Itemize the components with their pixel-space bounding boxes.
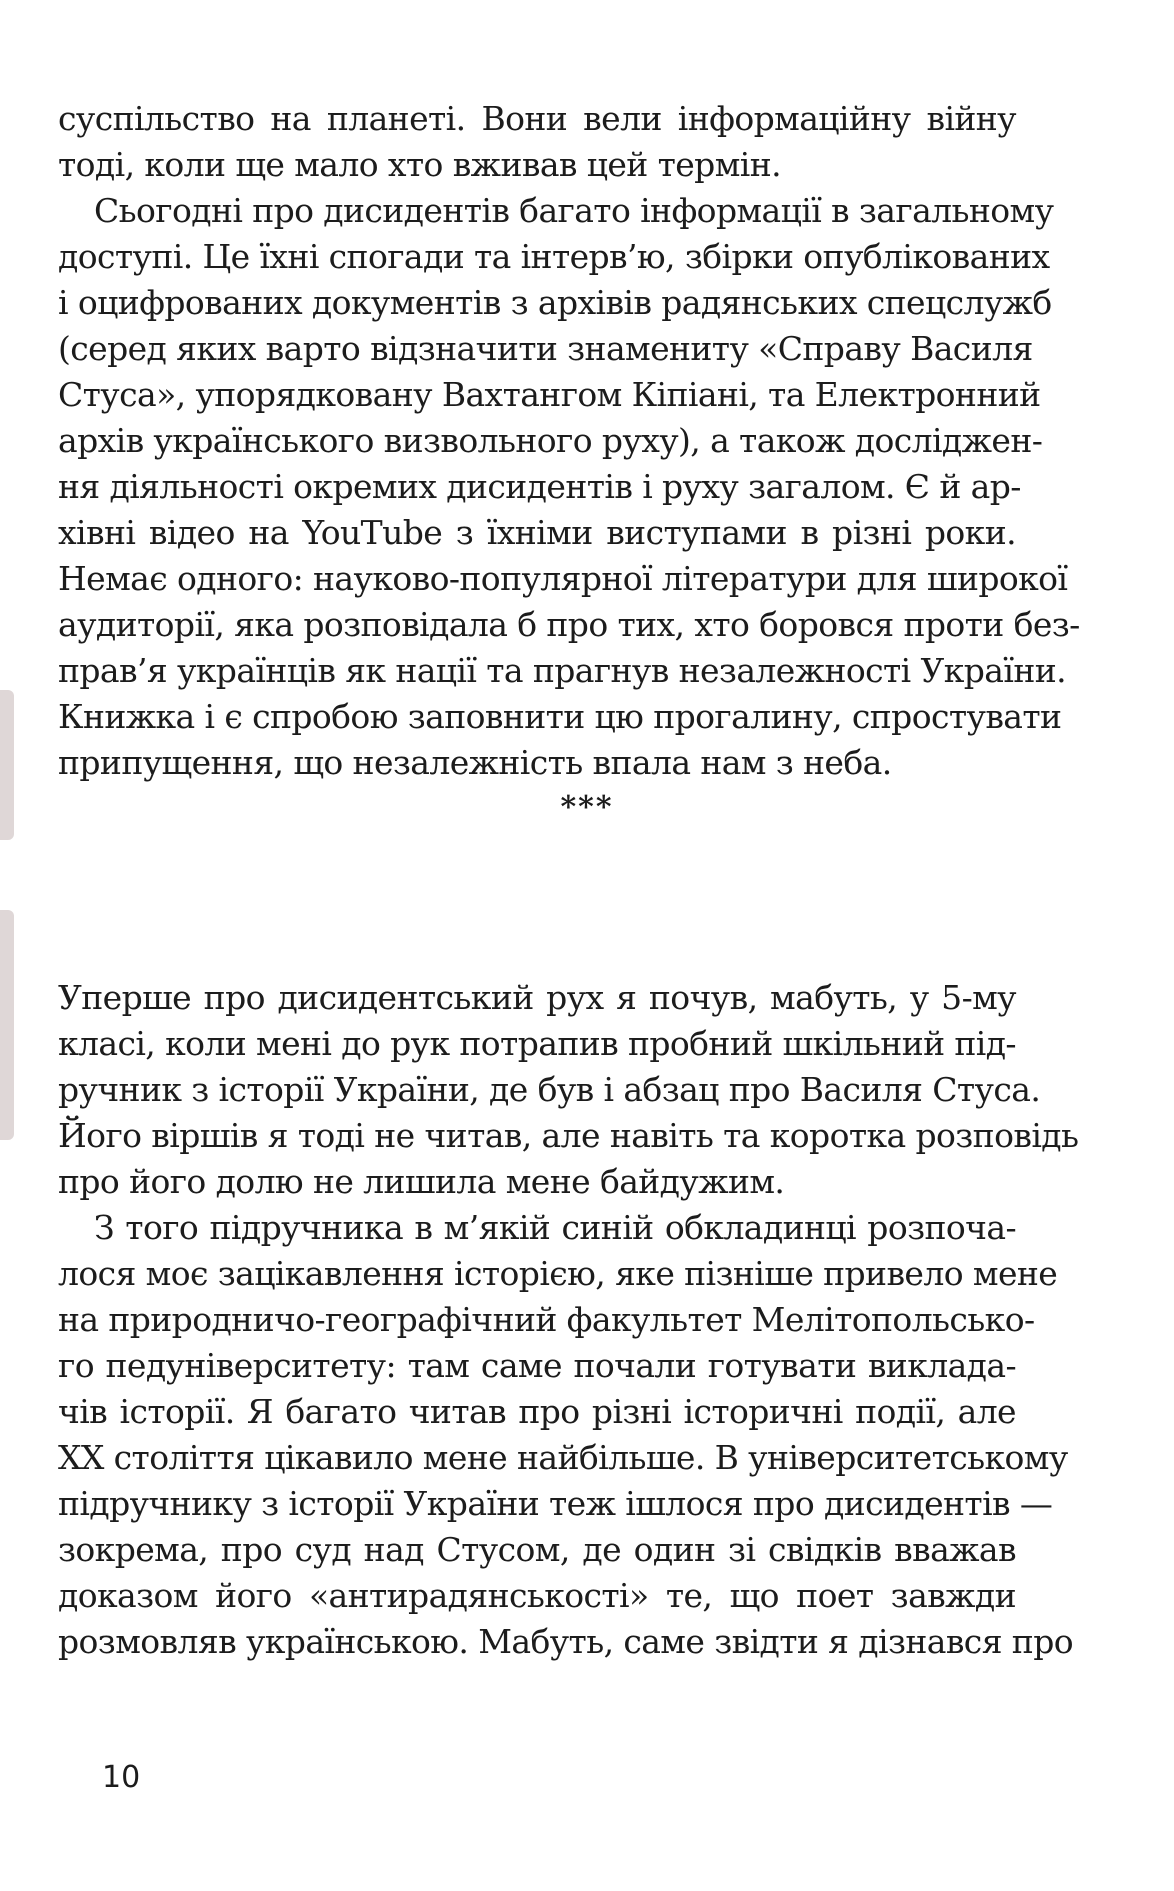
text-line: чів історії. Я багато читав про різні історичні події, але bbox=[58, 1392, 1016, 1431]
text-line: і оцифрованих документів з архівів радянських спецслужб bbox=[58, 283, 1052, 322]
text-block-top bbox=[58, 96, 1080, 786]
text-line: суспільство на планеті. Вони вели інформаційну війну bbox=[58, 99, 1016, 138]
text-line: доступі. Це їхні спогади та інтерв’ю, збірки опублікованих bbox=[58, 237, 1050, 276]
text-line: XX століття цікавило мене найбільше. В університетському bbox=[58, 1438, 1068, 1477]
text-line: зокрема, про суд над Стусом, де один зі свідків вважав bbox=[58, 1530, 1016, 1569]
text-block-bottom bbox=[58, 975, 1079, 1665]
text-line: Сьогодні про дисидентів багато інформації в загальному bbox=[94, 191, 1054, 230]
text-line: (серед яких варто відзначити знамениту «Справу Василя bbox=[58, 329, 1033, 368]
text-line: про його долю не лишила мене байдужим. bbox=[58, 1162, 785, 1201]
text-line: го педуніверситету: там саме почали готувати виклада- bbox=[58, 1346, 1016, 1385]
text-line: класі, коли мені до рук потрапив пробний шкільний під- bbox=[58, 1024, 1016, 1063]
text-line: тоді, коли ще мало хто вживав цей термін. bbox=[58, 145, 782, 184]
text-line: ручник з історії України, де був і абзац про Василя Стуса. bbox=[58, 1070, 1041, 1109]
text-line: З того підручника в м’якій синій обкладинці розпоча- bbox=[94, 1208, 1016, 1247]
text-line: доказом його «антирадянськості» те, що поет завжди bbox=[58, 1576, 1016, 1615]
section-divider: *** bbox=[560, 790, 614, 825]
text-line: хівні відео на YouTube з їхніми виступами в різні роки. bbox=[58, 513, 1016, 552]
text-line: Книжка і є спробою заповнити цю прогалину, спростувати bbox=[58, 697, 1062, 736]
text-line: лося моє зацікавлення історією, яке пізніше привело мене bbox=[58, 1254, 1058, 1293]
text-line: на природничо-географічний факультет Мелітопольсько- bbox=[58, 1300, 1035, 1339]
text-line: Уперше про дисидентський рух я почув, мабуть, у 5-му bbox=[58, 978, 1016, 1017]
text-line: ня діяльності окремих дисидентів і руху загалом. Є й ар- bbox=[58, 467, 1021, 506]
page-edge-shadow-bottom bbox=[0, 910, 14, 1140]
text-line: архів українського визвольного руху), а також досліджен- bbox=[58, 421, 1043, 460]
text-line: розмовляв українською. Мабуть, саме звідти я дізнався про bbox=[58, 1622, 1073, 1661]
text-line: аудиторії, яка розповідала б про тих, хто боровся проти без- bbox=[58, 605, 1080, 644]
text-line: припущення, що незалежність впала нам з неба. bbox=[58, 743, 892, 782]
text-line: підручнику з історії України теж ішлося про дисидентів — bbox=[58, 1484, 1053, 1523]
text-line: прав’я українців як нації та прагнув незалежності України. bbox=[58, 651, 1067, 690]
text-line: Стуса», упорядковану Вахтангом Кіпіані, та Електронний bbox=[58, 375, 1041, 414]
page-number: 10 bbox=[102, 1760, 141, 1795]
text-line: Його віршів я тоді не читав, але навіть та коротка розповідь bbox=[58, 1116, 1079, 1155]
text-line: Немає одного: науково-популярної літератури для широкої bbox=[58, 559, 1068, 598]
